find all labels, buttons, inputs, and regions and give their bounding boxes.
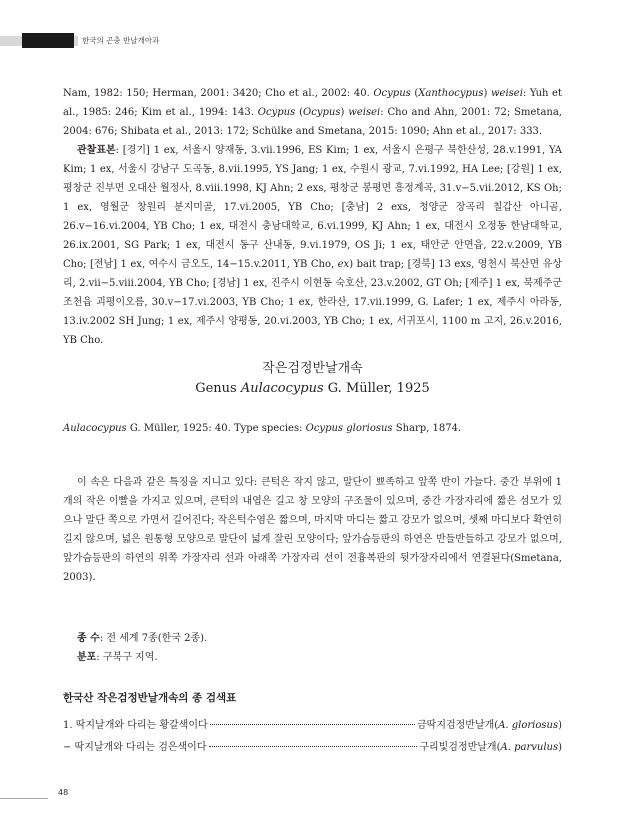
- citation-text: G. Müller, 1925: 40. Type species:: [126, 423, 306, 434]
- genus-title-latin: [63, 380, 562, 398]
- punct: ): [558, 720, 562, 731]
- genus-author: G. Müller, 1925: [323, 381, 430, 396]
- key-item-text: 1. 딱지날개와 다리는 황갈색이다: [63, 720, 208, 731]
- specimens-italic: ex: [337, 259, 350, 270]
- taxon-name: Xanthocypus: [418, 88, 484, 99]
- specimens-text: : [경기] 1 ex, 서울시 양재동, 3.vii.1996, ES Kim; 1 ex, 서울시 은평구 북한산성, 28.v.1991, YA Kim; 1 ex, 서울시 강남구 도곡동, 8.vii.1995, YS Jang; 1 ex, 수원시 광교, 7.vi.1992, HA Lee; [강원] 1 ex, 평창군 진부면 오대산 월정사, 8.viii.1998, KJ Ahn; 2 exs, 평창군 봉평면 흥정계곡, 31.v−5.vii.2012, KS Oh; 1 ex, 영월군 창원리 분지미골, 17.vi.2005, YB Cho; [충남] 2 exs, 청양군 장곡리 칠갑산 아니곰, 26.v−16.vi.2004, YB Cho; 1 ex, 대전시 충남대학교, 6.vi.1999, KJ Ahn; 1 ex, 대전시 오정동 한남대학교, 26.ix.2001, SG Park; 1 ex, 대전시 동구 산내동, 9.vi.1979, OS Ji; 1 ex, 태안군 안면읍, 22.v.2009, YB Cho; [전남] 1 ex, 여수시 금오도, 14−15.v.2011, YB Cho,: [63, 145, 562, 270]
- key-title: 한국산 작은검정반날개속의 종 검색표: [63, 692, 237, 704]
- header-block: [22, 33, 74, 48]
- punct: (: [295, 107, 304, 118]
- distribution-label: 분포: [77, 652, 97, 663]
- leader-dots: [209, 746, 418, 747]
- footer-rule: [0, 798, 48, 799]
- species-korean-name: 구리빛검정반날개(: [419, 742, 501, 753]
- genus-title-prefix: Genus: [195, 381, 241, 396]
- citation-line: [63, 419, 562, 438]
- description-section: [63, 473, 562, 587]
- species-name: A. gloriosus: [498, 720, 559, 731]
- punct: ): [483, 88, 491, 99]
- key-item-result: [419, 738, 562, 753]
- key-item: [63, 738, 562, 753]
- taxon-name: Ocypus: [373, 88, 411, 99]
- punct: ): [558, 742, 562, 753]
- punct: (: [410, 88, 419, 99]
- taxon-name: Ocypus: [257, 107, 296, 118]
- species-name: A. parvulus: [500, 742, 559, 753]
- distribution-text: : 구북구 지역.: [96, 652, 158, 663]
- leader-dots: [210, 724, 415, 725]
- running-title: 한국의 곤충 반날개아과: [82, 36, 160, 45]
- taxon-name: Ocypus gloriosus: [305, 423, 393, 434]
- species-korean-name: 금딱지검정반날개(: [417, 720, 499, 731]
- species-count-line: [63, 629, 562, 648]
- punct: ): [340, 107, 349, 118]
- specimens-text: ) bait trap; [경북] 13 exs, 영천시 북산면 유상리, 2.vii−5.viii.2004, YB Cho; [경남] 1 ex, 진주시 이현동 숙호산, 23.v.2002, GT Oh; [제주] 1 ex, 북제주군 조천읍 괴평이오름, 30.v−17.vi.2003, YB Cho; 1 ex, 한라산, 17.vii.1999, G. Lafer; 1 ex, 제주시 아라동, 13.iv.2002 SH Jung; 1 ex, 제주시 양평동, 20.vi.2003, YB Cho; 1 ex, 서귀포시, 1100 m 고지, 26.v.2016, YB Cho.: [63, 259, 562, 346]
- species-count-label: 종 수: [77, 633, 100, 644]
- genus-name: Aulacocypus: [240, 381, 324, 396]
- synonymy-paragraph: [63, 84, 562, 141]
- species-count-text: : 전 세계 7종(한국 2종).: [99, 633, 208, 644]
- key-item-result: [417, 716, 562, 731]
- description-paragraph: 이 속은 다음과 같은 특징을 지니고 있다: 큰턱은 작지 않고, 말단이 뾰족하고 앞쪽 반이 가늘다. 중간 부위에 1개의 작은 이빨을 가지고 있으며, 큰턱의 내엽은 길고 창 모양의 구조물이 있으며, 중간 가장자리에 짧은 섬모가 있으나 말단 쪽으로 가면서 길어진다; 작은턱수염은 짧으며, 마지막 마디는 짧고 강모가 없으며, 셋째 마디보다 확연히 길지 않으며, 넓은 원통형 모양으로 말단이 넓게 잘린 모양이다; 앞가슴등판의 하연은 반들반들하고 강모가 없으며, 앞가슴등판의 하연의 위쪽 가장자리 선과 아래쪽 가장자리 선이 전흉복판의 뒷가장자리에서 연결된다(Smetana, 2003).: [63, 477, 562, 583]
- taxon-name: Ocypus: [303, 107, 341, 118]
- distribution-line: [63, 648, 562, 667]
- specimens-paragraph: [63, 141, 562, 350]
- citation-section: [63, 419, 562, 438]
- key-item-text: − 딱지날개와 다리는 검은색이다: [63, 742, 207, 753]
- synonymy-text: Nam, 1982: 150; Herman, 2001: 3420; Cho et al., 2002: 40.: [63, 88, 374, 99]
- taxon-name: weisei: [348, 107, 381, 118]
- taxon-name: weisei: [490, 88, 523, 99]
- citation-text: Sharp, 1874.: [392, 423, 462, 434]
- synonymy-text: : Cho and Ahn, 2001: 72; Smetana, 2004: 676; Shibata et al., 2013: 172; Schülke and Smetana, 2015: 1090; Ahn et al., 2017: 333.: [63, 107, 562, 137]
- summary-section: [63, 629, 562, 667]
- synonymy-text: : Yuh et al., 1985: 246; Kim et al., 1994: 143.: [63, 88, 562, 118]
- taxon-name: Aulacocypus: [63, 423, 127, 434]
- page-number: 48: [58, 788, 69, 797]
- key-item: [63, 716, 562, 731]
- synonymy-section: [63, 84, 562, 141]
- specimens-section: [63, 141, 562, 350]
- specimens-label: 관찰표본: [77, 145, 116, 156]
- genus-title-korean: 작은검정반날개속: [262, 361, 363, 376]
